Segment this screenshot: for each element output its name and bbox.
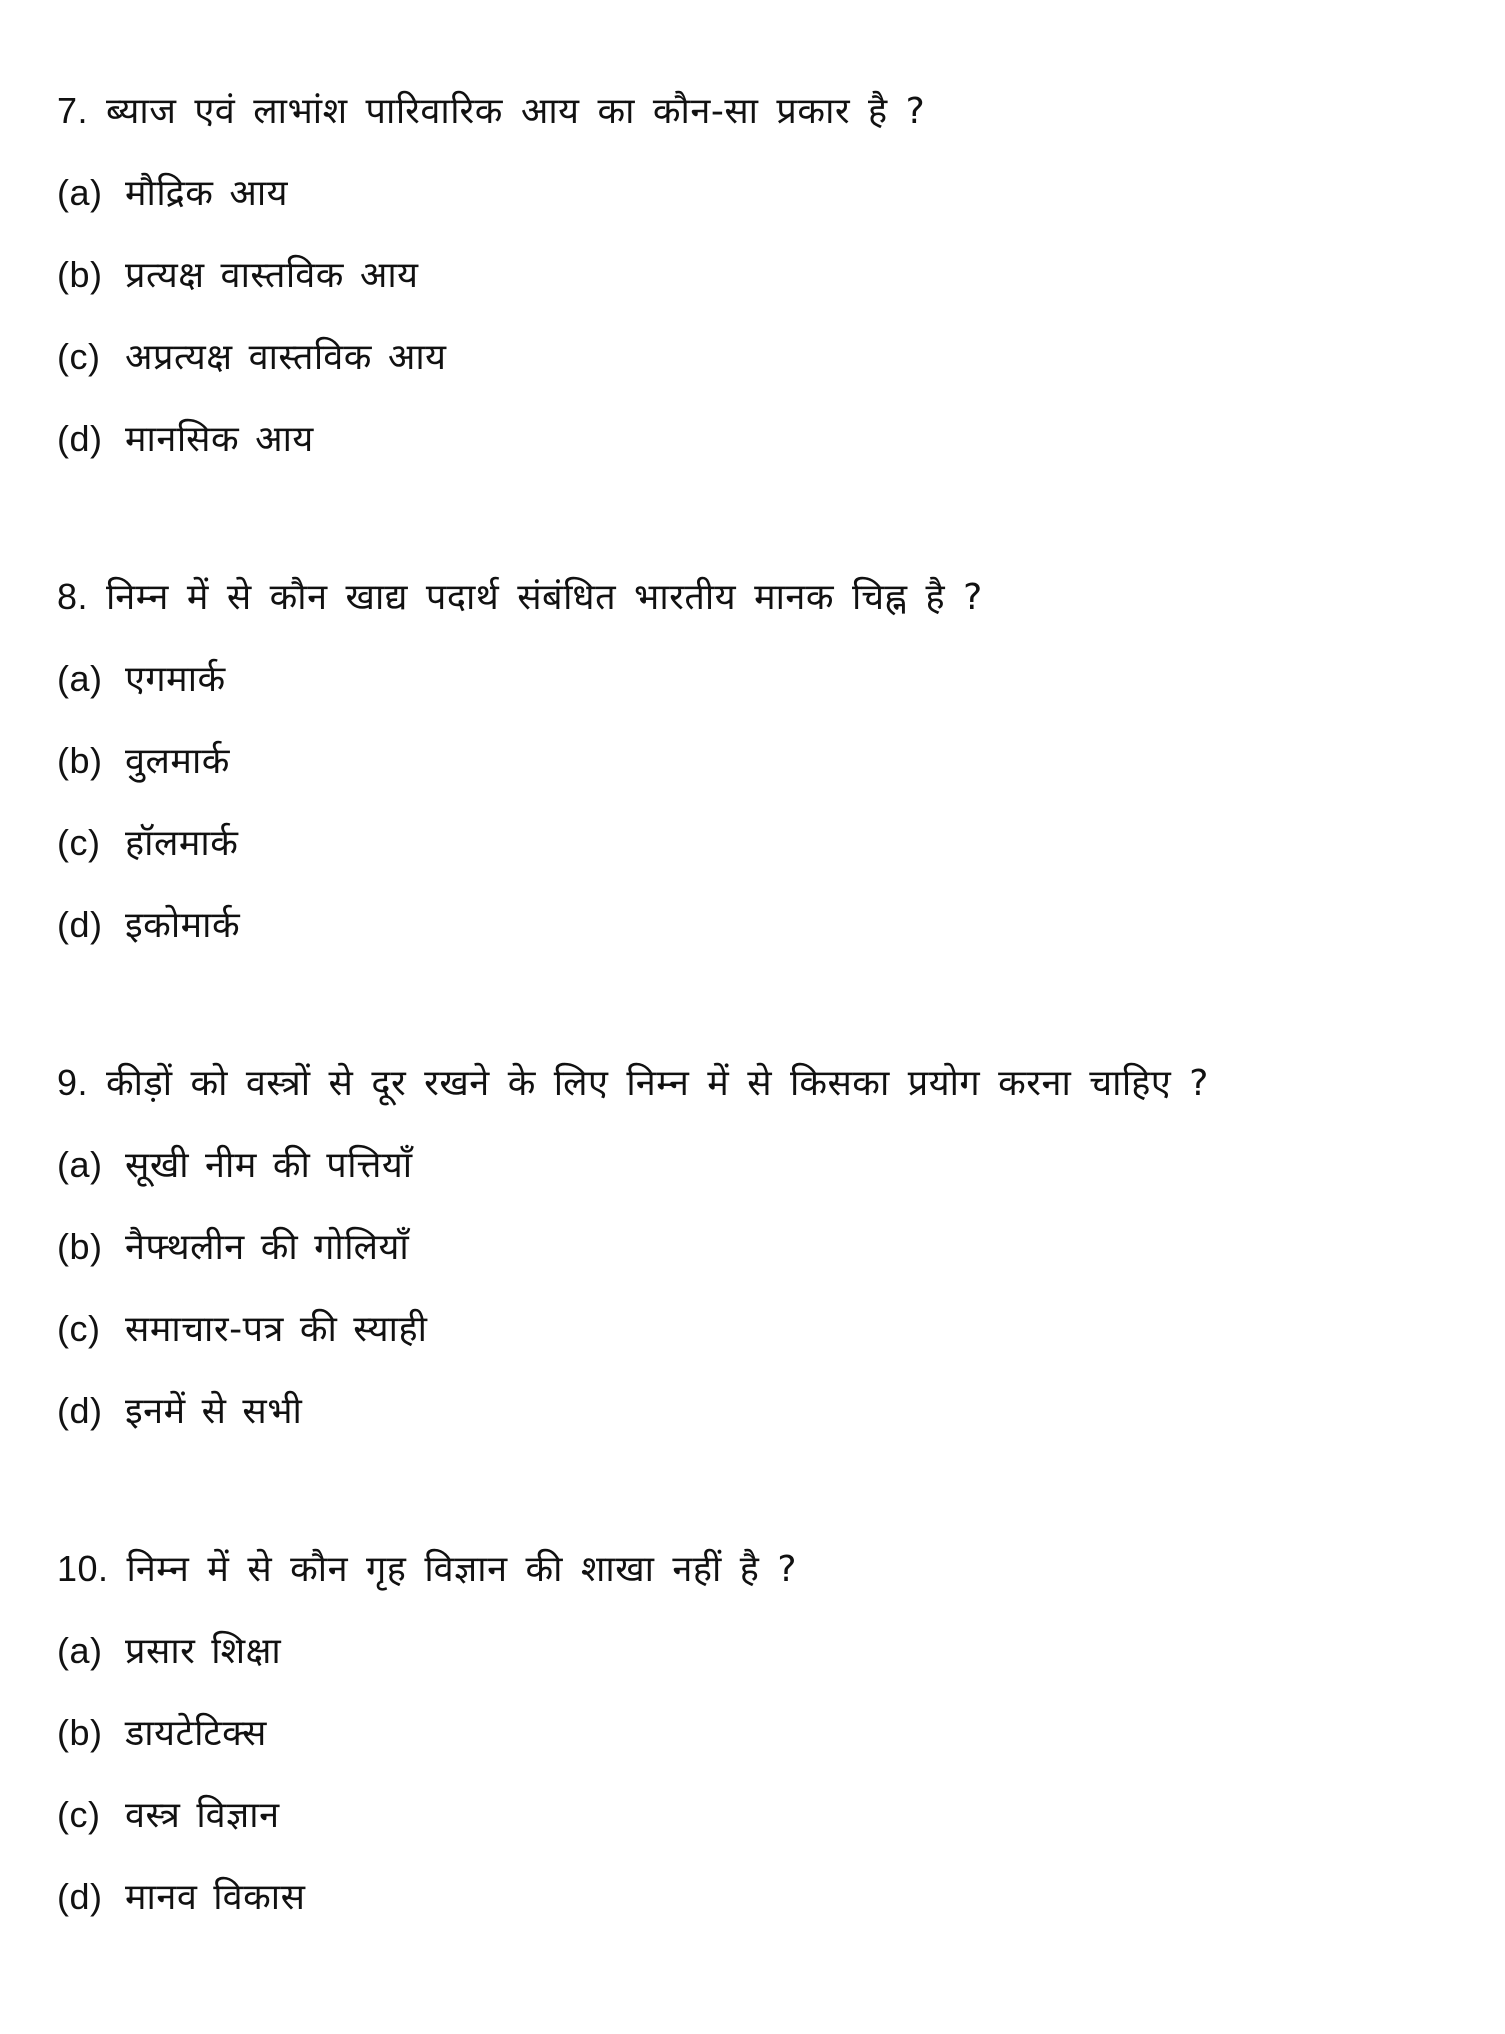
question-8 — [57, 556, 1477, 966]
option-d — [57, 884, 1477, 966]
option-a — [57, 1610, 1477, 1692]
option-text: समाचार-पत्र की स्याही — [125, 1309, 428, 1350]
option-a — [57, 152, 1477, 234]
option-label: (a) — [57, 1630, 103, 1671]
option-label: (d) — [57, 1876, 103, 1917]
question-body: निम्न में से कौन गृह विज्ञान की शाखा नहीं है ? — [126, 1549, 797, 1590]
option-label: (a) — [57, 1144, 103, 1185]
option-label: (d) — [57, 1390, 103, 1431]
option-text: मानसिक आय — [125, 419, 314, 460]
option-label: (a) — [57, 172, 103, 213]
option-a — [57, 638, 1477, 720]
question-document — [57, 70, 1477, 2014]
option-text: वस्त्र विज्ञान — [125, 1795, 280, 1836]
option-label: (b) — [57, 1712, 103, 1753]
option-c — [57, 802, 1477, 884]
question-text — [57, 1042, 1477, 1124]
option-label: (c) — [57, 822, 101, 863]
question-number: 7. — [57, 90, 89, 131]
option-text: एगमार्क — [125, 659, 226, 700]
option-text: इकोमार्क — [125, 905, 241, 946]
option-text: प्रत्यक्ष वास्तविक आय — [125, 255, 419, 296]
option-b — [57, 234, 1477, 316]
option-label: (c) — [57, 1794, 101, 1835]
question-body: निम्न में से कौन खाद्य पदार्थ संबंधित भारतीय मानक चिह्न है ? — [105, 577, 983, 618]
option-text: मौद्रिक आय — [125, 173, 289, 214]
question-7 — [57, 70, 1477, 480]
option-text: मानव विकास — [125, 1877, 306, 1918]
option-text: हॉलमार्क — [125, 823, 239, 864]
option-text: डायटेटिक्स — [125, 1713, 267, 1754]
option-c — [57, 1774, 1477, 1856]
option-b — [57, 720, 1477, 802]
option-label: (b) — [57, 1226, 103, 1267]
question-body: कीड़ों को वस्त्रों से दूर रखने के लिए निम्न में से किसका प्रयोग करना चाहिए ? — [105, 1063, 1209, 1104]
question-number: 8. — [57, 576, 89, 617]
option-a — [57, 1124, 1477, 1206]
option-c — [57, 316, 1477, 398]
option-label: (d) — [57, 904, 103, 945]
option-label: (b) — [57, 254, 103, 295]
question-10 — [57, 1528, 1477, 1938]
question-text — [57, 70, 1477, 152]
question-number: 10. — [57, 1548, 109, 1589]
option-text: इनमें से सभी — [125, 1391, 303, 1432]
option-text: सूखी नीम की पत्तियाँ — [125, 1145, 413, 1186]
option-text: नैफ्थलीन की गोलियाँ — [125, 1227, 410, 1268]
question-number: 9. — [57, 1062, 89, 1103]
question-text — [57, 1528, 1477, 1610]
option-label: (c) — [57, 1308, 101, 1349]
option-label: (a) — [57, 658, 103, 699]
option-b — [57, 1692, 1477, 1774]
option-d — [57, 398, 1477, 480]
option-text: वुलमार्क — [125, 741, 230, 782]
option-text: प्रसार शिक्षा — [125, 1631, 282, 1672]
option-label: (c) — [57, 336, 101, 377]
option-d — [57, 1370, 1477, 1452]
option-c — [57, 1288, 1477, 1370]
option-label: (d) — [57, 418, 103, 459]
question-text — [57, 556, 1477, 638]
question-body: ब्याज एवं लाभांश पारिवारिक आय का कौन-सा प्रकार है ? — [105, 91, 926, 132]
option-d — [57, 1856, 1477, 1938]
option-label: (b) — [57, 740, 103, 781]
question-9 — [57, 1042, 1477, 1452]
option-b — [57, 1206, 1477, 1288]
option-text: अप्रत्यक्ष वास्तविक आय — [125, 337, 447, 378]
